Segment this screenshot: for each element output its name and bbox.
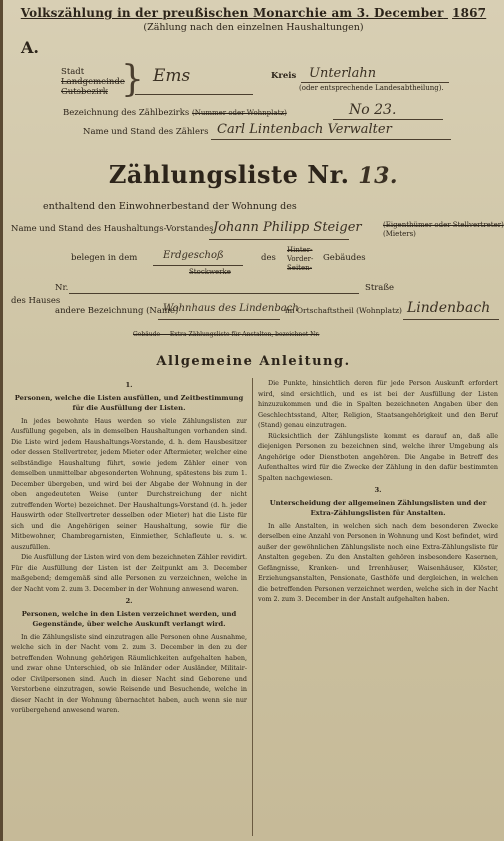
household-value-line bbox=[209, 238, 349, 240]
stadt-value: Ems bbox=[153, 66, 191, 86]
right-heading-3: Unterscheidung der allgemeinen Zählungslisten und der Extra-Zählungslisten für Anstalten. bbox=[269, 498, 487, 517]
zaehler-value: Carl Lintenbach Verwalter bbox=[217, 122, 392, 137]
left-heading-1-num: 1. bbox=[125, 381, 133, 389]
andere-bez-line bbox=[158, 318, 280, 320]
gutsbezirk-label: Gutsbezirk bbox=[61, 87, 108, 97]
andere-bez-label: andere Bezeichnung (Name) bbox=[55, 306, 179, 316]
bezirk-value-line bbox=[333, 118, 443, 120]
left-heading-2: Personen, welche in den Listen verzeichnet werden, und Gegenstände, über welche Auskunft verlangt wird. bbox=[21, 609, 237, 628]
strasse-label: Straße bbox=[365, 283, 395, 293]
zaehler-value-line bbox=[211, 138, 451, 140]
seiten-label: Seiten- bbox=[287, 264, 313, 272]
document-header bbox=[3, 6, 504, 20]
erdgeschoss-value: Erdgeschoß bbox=[163, 250, 224, 261]
landgemeinde-label: Landgemeinde bbox=[61, 77, 125, 87]
header-subtitle: (Zählung nach den einzelnen Haushaltungen) bbox=[143, 22, 364, 33]
anstalten-strike: Gebäude — Extra-Zählungsliste für Anstalten, bezeichnet Nr. bbox=[133, 331, 320, 338]
brace-glyph: } bbox=[121, 59, 144, 100]
list-title bbox=[3, 160, 504, 189]
list-number: 13. bbox=[358, 163, 399, 189]
nr-label: Nr. bbox=[55, 283, 69, 293]
stadt-label: Stadt bbox=[61, 67, 85, 77]
vorder-label: Vorder- bbox=[287, 255, 314, 263]
kreis-note: (oder entsprechende Landesabtheilung). bbox=[299, 84, 444, 92]
bezirk-label: Bezeichnung des Zählbezirks bbox=[63, 108, 190, 118]
right-heading-3-num: 3. bbox=[374, 486, 382, 494]
andere-bez-value: Wohnhaus des Lindenbach bbox=[163, 303, 299, 314]
left-paragraph-2: Die Ausfüllung der Listen wird von dem bezeichneten Zähler revidirt. Für die Ausfüllung der Listen ist der Zeitpunkt am 3. December maßgebend; demgemäß sind alle Personen zu verzeichnen, welche in der Nacht vom 2. zum 3. December in der Wohnung anwesend waren. bbox=[11, 553, 247, 593]
geschoss-line bbox=[153, 264, 243, 266]
mieter-label: (Mieters) bbox=[383, 230, 416, 238]
right-paragraph-3: In alle Anstalten, in welchen sich nach dem besonderen Zwecke derselben eine Anzahl von Personen in Wohnung und Kost befindet, wird außer der gewöhnlichen Zählungsliste noch eine Extra-Zählungsliste für Anstalten gegeben. Zu den Anstalten gehören insbesondere Kasernen, Gefängnisse, Kranken- und Irrenhäuser, Waisenhäuser, Klöster, Erziehungsanstalten, Pensionate, Gasthöfe und dergleichen, in welchen die betreffenden Personen verzeichnet werden, welche sich in der Nacht vom 2. zum 3. December in der Anstalt aufgehalten haben. bbox=[258, 521, 498, 603]
list-subtitle: enthaltend den Einwohnerbestand der Wohnung des bbox=[43, 201, 297, 212]
strasse-line bbox=[69, 292, 359, 294]
gebaeude-parts bbox=[287, 246, 313, 273]
right-paragraph-2: Rücksichtlich der Zählungsliste kommt es darauf an, daß alle diejenigen Personen zu bezeichnen sind, welche ihrer Umgebung als Angehörige oder Dienstboten angehören. Die Angabe in Betreff des Aufenthaltes wird für die Zwecke der Zählung in den dafür bestimmten Spalten nachgewiesen. bbox=[258, 431, 498, 482]
gebaeude-label: Gebäudes bbox=[323, 253, 366, 263]
right-column bbox=[258, 378, 498, 836]
kreis-value: Unterlahn bbox=[309, 66, 377, 81]
eigenthuemer-label: (Eigenthümer oder Stellvertreter) bbox=[383, 221, 504, 229]
left-heading-1: Personen, welche die Listen ausfüllen, und Zeitbestimmung für die Ausfüllung der Listen. bbox=[14, 393, 244, 412]
column-divider bbox=[252, 378, 253, 836]
hinter-label: Hinter- bbox=[287, 246, 313, 254]
ortschaft-value: Lindenbach bbox=[407, 300, 491, 316]
header-title: Volkszählung in der preußischen Monarchie am 3. December bbox=[20, 6, 444, 20]
kreis-label: Kreis bbox=[271, 71, 297, 81]
des-label: des bbox=[261, 253, 276, 263]
right-paragraph-1: Die Punkte, hinsichtlich deren für jede Person Auskunft erfordert wird, sind ersichtlich, und es ist bei der Ausfüllung der Listen hinzuzukommen und die in Spalten bezeichneten Angaben über den Geschlechtsstand, Alter, Religion, Staatsangehörigkeit und den Beruf (Stand) genau einzutragen. bbox=[258, 379, 498, 429]
left-paragraph-3: In die Zählungsliste sind einzutragen alle Personen ohne Ausnahme, welche sich in der Nacht vom 2. zum 3. December in den zu der betreffenden Wohnung gehörigen Räumlichkeiten aufgehalten haben, und zwar ohne Unterschied, ob sie Inländer oder Ausländer, Militair- oder Civilpersonen sind. Auch in dieser Nacht sind Geborene und Verstorbene einzutragen, sowie Reisende und Besuchende, welche in dieser Nacht in der Wohnung übernachtet haben, auch wenn sie nur vorübergehend anwesend waren. bbox=[11, 632, 247, 714]
left-heading-2-num: 2. bbox=[125, 597, 133, 605]
left-column bbox=[11, 378, 247, 836]
section-title: Allgemeine Anleitung. bbox=[156, 354, 351, 369]
ortschaft-label: im Ortschaftstheil (Wohnplatz) bbox=[285, 306, 402, 315]
zaehler-label: Name und Stand des Zählers bbox=[83, 127, 209, 137]
stockwerk-label: Stockwerke bbox=[189, 268, 231, 276]
belegen-label: belegen in dem bbox=[71, 253, 138, 263]
ortschaft-line bbox=[403, 318, 499, 320]
list-title-prefix: Zählungsliste Nr. bbox=[108, 160, 350, 189]
household-value: Johann Philipp Steiger bbox=[213, 220, 362, 235]
bezirk-value: No 23. bbox=[349, 102, 397, 118]
location-type-labels bbox=[61, 67, 125, 97]
header-year: 1867 bbox=[452, 6, 487, 20]
bezirk-row bbox=[63, 108, 287, 118]
des-hauses-label: des Hauses bbox=[11, 296, 61, 306]
form-letter: A. bbox=[21, 38, 39, 57]
left-paragraph-1: In jedes bewohnte Haus werden so viele Zählungslisten zur Ausfüllung gegeben, als in demselben Haushaltungen vorhanden sind. Die Liste wird jedem Haushaltungs-Vorstande, d. h. dem Hausbesitzer oder dessen Stellvertreter, jedem Mieter oder Aftermieter, welcher eine selbständige Haushaltung führt, sowie jedem Zähler einer von demselben unmittelbar abgesonderten Wohnung, spätestens bis zum 1. December übergeben, und wird bei der Abgabe der Wohnung in der oben angedeuteten Weise (unter Durchstreichung der nicht zutreffenden Worte) bezeichnet. Der Haushaltungs-Vorstand (d. h. jeder Hauswirth oder Stellvertreter desselben oder Mieter) hat die Liste für sich und die Angehörigen seiner Haushaltung, sowie für die Mitbewohner, Chambregarnisten, Einmiether, Schlafleute u. s. w. auszufüllen. bbox=[11, 416, 247, 551]
bezirk-strike: (Nummer oder Wohnplatz) bbox=[191, 109, 287, 117]
kreis-value-line bbox=[301, 81, 449, 83]
household-label: Name und Stand des Haushaltungs-Vorstandes bbox=[11, 224, 214, 234]
